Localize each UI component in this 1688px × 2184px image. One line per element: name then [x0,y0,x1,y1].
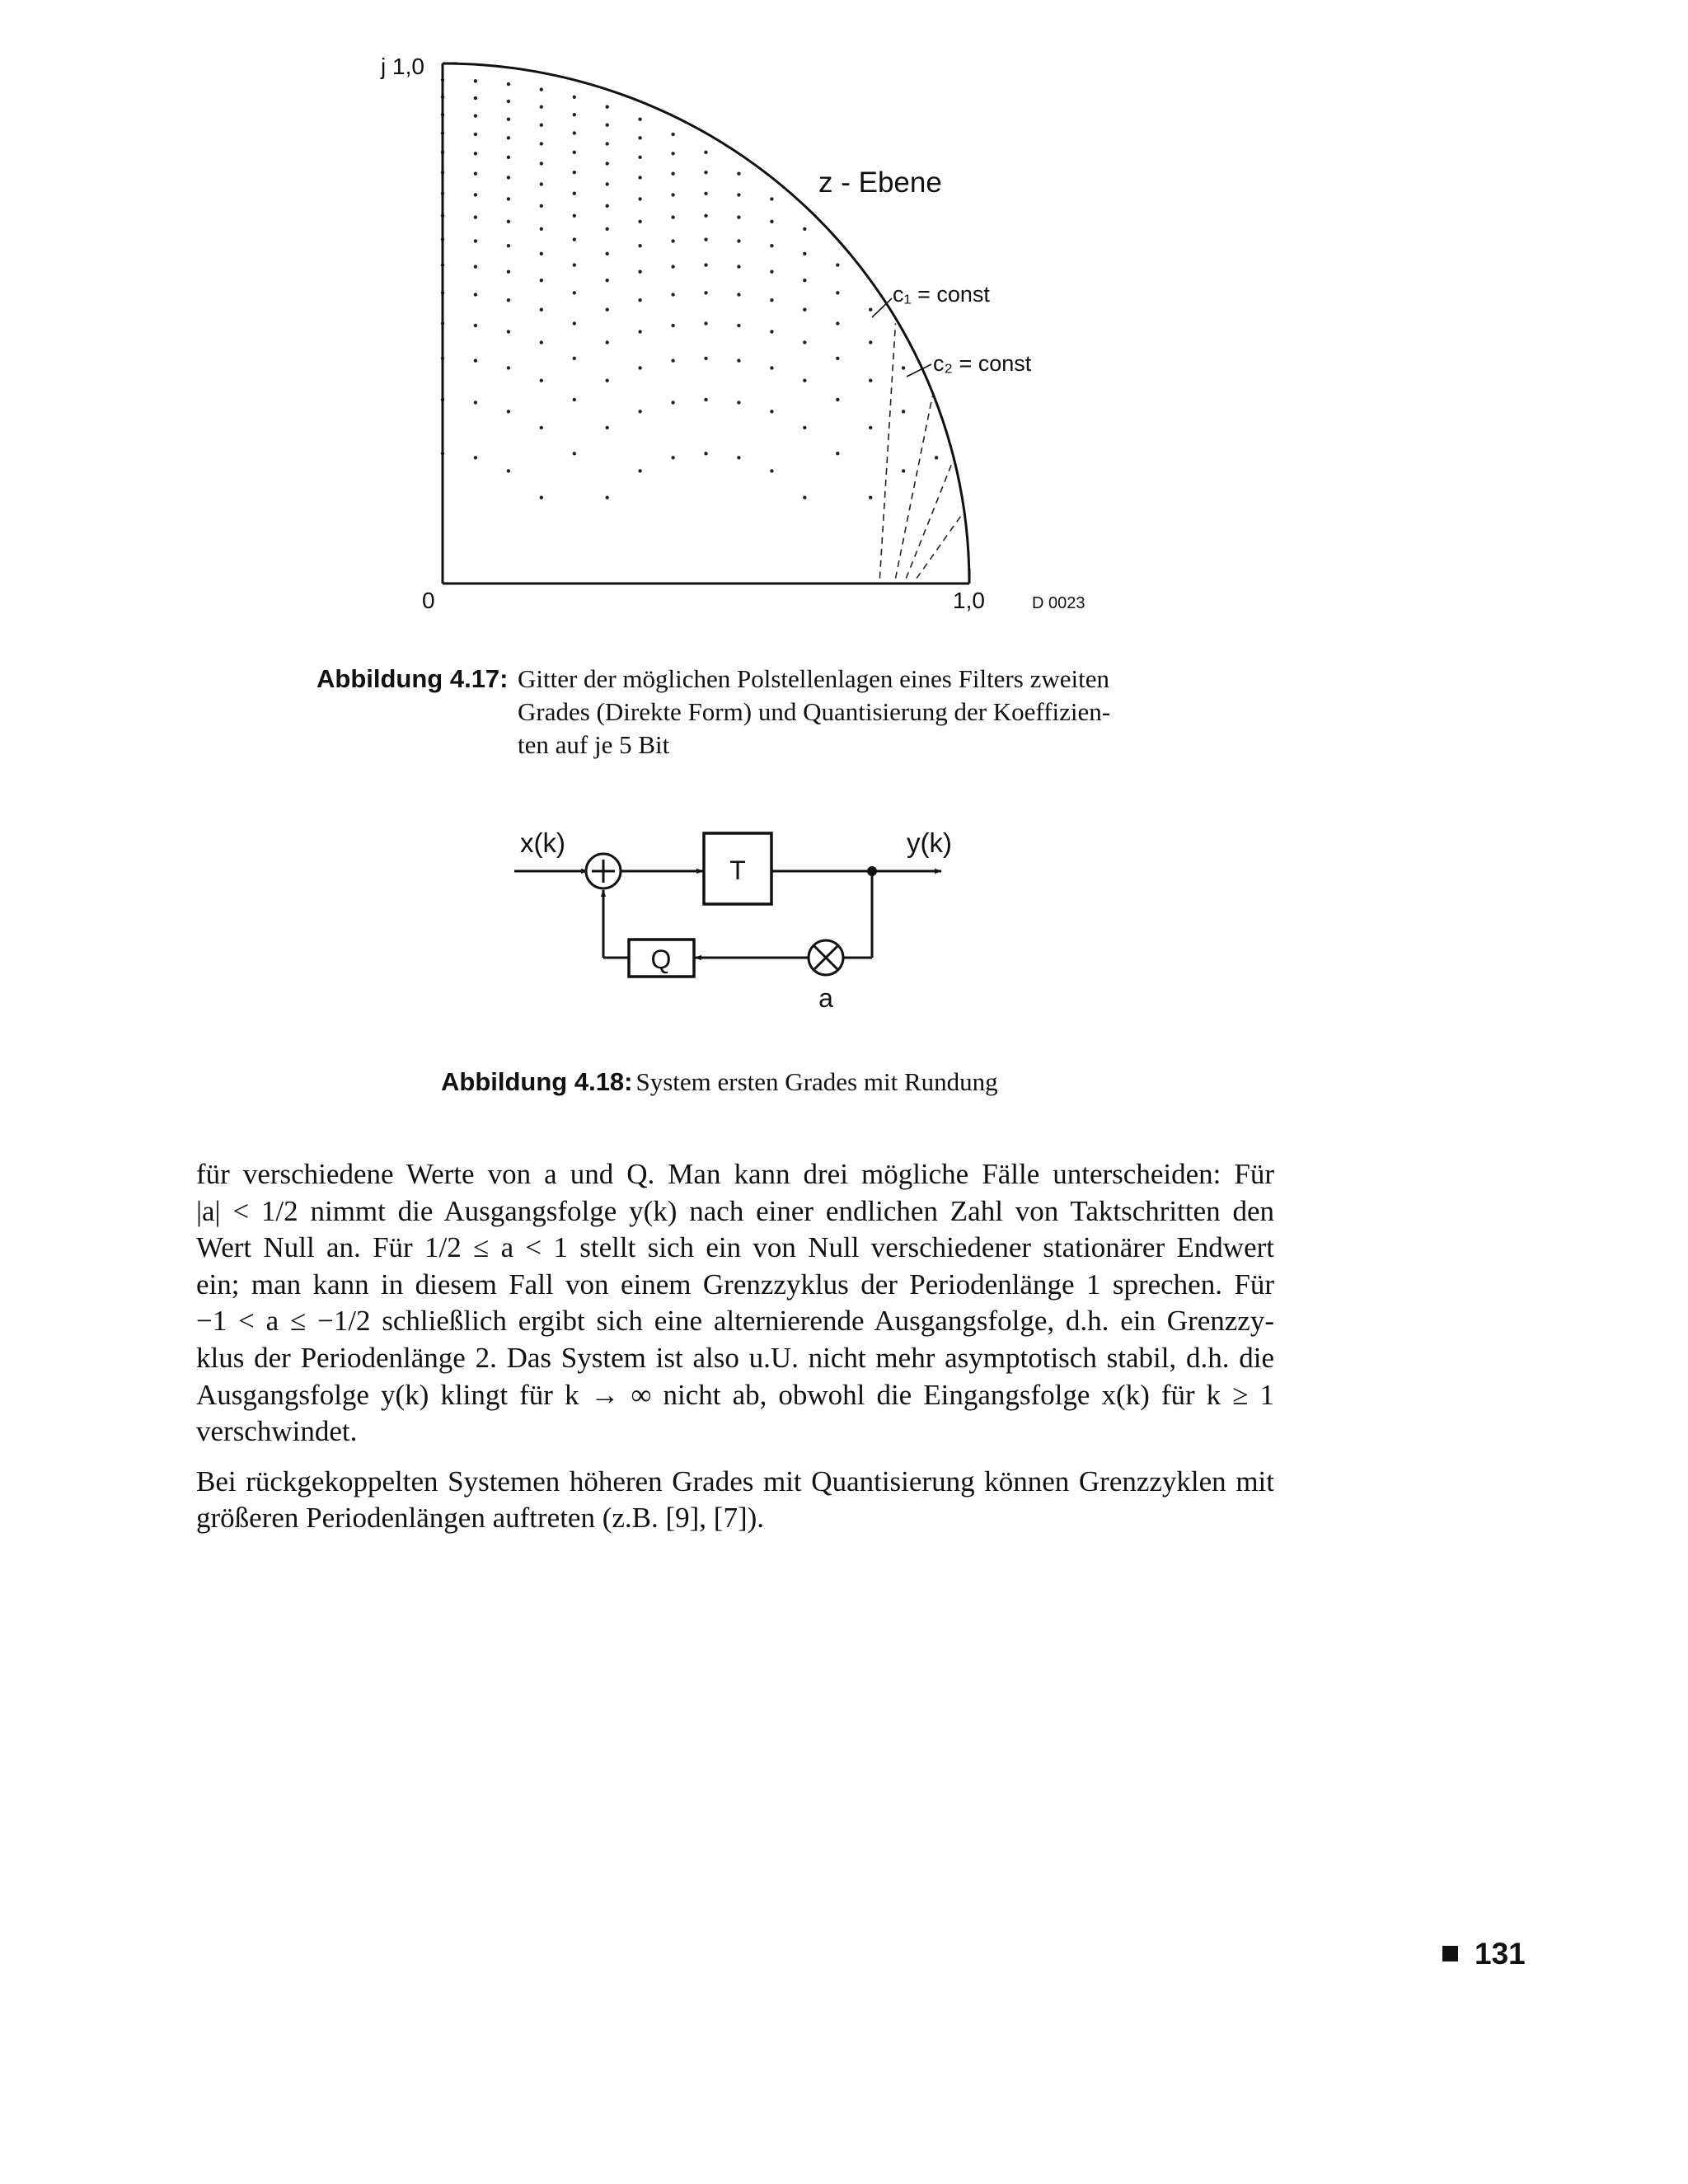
pole-grid-dot [474,401,477,404]
pole-grid-dot [803,496,806,499]
pole-grid-dot [474,359,477,362]
pole-grid-dot [638,366,641,369]
y-axis-label: j 1,0 [381,54,424,79]
pole-grid-dot [869,308,872,312]
pole-grid-dot [704,214,707,218]
pole-grid-dot [606,426,609,429]
pole-grid-dot [540,496,543,499]
pole-grid-dot [606,182,609,185]
pole-grid-dot [474,456,477,459]
pole-grid-dot [573,214,576,218]
pole-grid-dot [770,244,773,247]
pole-grid-dot [540,124,543,127]
pole-grid-dot [671,359,674,362]
figure-4-18-caption-text: System ersten Grades mit Rundung [635,1067,998,1096]
text-line: Ausgangsfolge y(k) klingt für k → ∞ nicht ab, obwohl die Eingangsfolge x(k) für k ≥ 1 [196,1378,1274,1411]
constant-coefficient-curve [896,396,933,579]
figure-4-18-caption-label: Abbildung 4.18: [441,1067,633,1096]
pole-grid-dot [671,456,674,459]
pole-grid-dot [606,124,609,127]
pole-grid-dot [474,152,477,155]
pole-grid-dot [507,197,510,200]
pole-grid-dot [638,270,641,274]
pole-grid-dot [737,324,740,327]
pole-grid-dot [902,469,905,472]
pole-grid-dot [573,192,576,195]
pole-grid-dot [704,321,707,325]
constant-coefficient-curve [917,512,964,579]
quantizer-block-label: Q [650,944,672,974]
text-line: größeren Periodenlängen auftreten (z.B. [9], [7]). [196,1502,765,1535]
pole-grid-dot [474,172,477,176]
pole-grid-dot [671,215,674,218]
pole-grid-dot [507,176,510,179]
pole-grid-dot [803,379,806,382]
c1-const-label: c₁ = const [893,282,990,307]
pole-grid-dot [540,162,543,165]
pole-grid-dot [770,298,773,302]
origin-label: 0 [422,588,435,613]
pole-grid-dot [573,96,576,99]
caption-line: ten auf je 5 Bit [518,730,670,759]
pole-grid-dot [869,496,872,499]
x-axis-label: 1,0 [953,588,985,613]
pole-grid-dot [474,96,477,100]
pole-grid-dot [606,142,609,145]
pole-grid-dot [671,133,674,136]
pole-grid-dot [606,340,609,344]
pole-grid-dot [770,220,773,223]
pole-grid-dot [540,204,543,208]
pole-grid-dot [638,176,641,179]
c2-leader-line [907,364,931,377]
first-order-system-diagram [0,808,1688,1030]
text-line: verschwindet. [196,1415,358,1448]
pole-grid-dot [507,469,510,472]
pole-grid-dot [606,496,609,499]
pole-grid-dot [573,398,576,401]
pole-grid-dot [540,142,543,145]
pole-grid-dot [671,172,674,176]
pole-grid-dot [836,321,839,325]
pole-grid-dot [507,82,510,86]
pole-grid-dot [573,291,576,294]
pole-grid-dot [573,151,576,154]
input-label: x(k) [520,827,565,858]
pole-grid-dot [474,193,477,196]
pole-grid-dot [606,379,609,382]
pole-grid-dot [836,357,839,360]
pole-grid-dot [573,237,576,241]
text-line: ein; man kann in diesem Fall von einem Grenzzyklus der Periodenlänge 1 sprechen. Für [196,1268,1274,1301]
pole-grid-dot [474,215,477,218]
pole-grid-dot [606,204,609,208]
pole-grid-dot [638,469,641,472]
pole-grid-dot [573,357,576,360]
pole-grid-dot [606,105,609,109]
pole-grid-dot [836,291,839,294]
pole-grid-dot [540,308,543,312]
pole-grid-dot [704,357,707,360]
pole-grid-dot [507,366,510,369]
pole-grid-dot [540,379,543,382]
plane-label: z - Ebene [818,166,942,199]
pole-grid-dot [507,156,510,159]
text-line: klus der Periodenlänge 2. Das System ist also u.U. nicht mehr asymptotisch stabil, d.h. die [196,1341,1274,1374]
page-number [1442,1937,1526,1971]
pole-grid-dot [638,156,641,159]
pole-grid-dot [474,265,477,268]
pole-grid-dot [606,279,609,282]
pole-grid-dot [606,252,609,255]
c2-const-label: c₂ = const [933,351,1032,376]
pole-grid-dot [638,197,641,200]
pole-grid-dot [836,263,839,266]
pole-grid-dot [638,136,641,139]
pole-grid-dot [737,239,740,242]
caption-line: Gitter der möglichen Polstellenlagen eines Filters zweiten [518,664,1109,693]
pole-grid-dot [540,252,543,255]
pole-grid-figure [0,0,1688,643]
caption-line: Grades (Direkte Form) und Quantisierung der Koeffizien- [518,697,1111,726]
pole-grid-dot [803,279,806,282]
text-line: −1 < a ≤ −1/2 schließlich ergibt sich eine alternierende Ausgangsfolge, d.h. ein Grenzzy- [196,1305,1274,1338]
pole-grid-dot [770,270,773,274]
pole-grid-dot [704,452,707,455]
pole-grid-dot [573,321,576,325]
text-line: Wert Null an. Für 1/2 ≤ a < 1 stellt sich ein von Null verschiedener stationärer Endwert [196,1231,1274,1264]
drawing-code: D 0023 [1032,594,1085,612]
pole-grid-dot [638,410,641,413]
pole-grid-dot [507,220,510,223]
pole-grid-dot [704,263,707,266]
pole-grid-dot [704,151,707,154]
delay-block-label: T [729,855,746,885]
pole-grid-dot [671,324,674,327]
pole-grid-dot [606,308,609,312]
pole-grid-dot [540,105,543,109]
pole-grid-dot [803,227,806,231]
pole-grid-dot [606,227,609,231]
pole-grid-dot [540,87,543,91]
pole-grid-dot [540,426,543,429]
pole-grid-dot [474,293,477,296]
text-line: |a| < 1/2 nimmt die Ausgangsfolge y(k) nach einer endlichen Zahl von Taktschritten den [196,1194,1274,1227]
pole-grid-dot [836,398,839,401]
pole-grid-dot [737,456,740,459]
pole-grid-dot [507,270,510,274]
pole-grid-dot [638,298,641,302]
pole-grid-dot [803,252,806,255]
pole-grid-dot [573,113,576,116]
pole-grid-dot [573,171,576,174]
pole-grid-dot [573,452,576,455]
pole-grid-dot [770,366,773,369]
pole-grid-dot [704,192,707,195]
pole-grid-dots [441,78,939,499]
pole-grid-dot [704,398,707,401]
figure-4-17-caption-label: Abbildung 4.17: [316,664,509,693]
pole-grid-dot [671,293,674,296]
pole-grid-dot [671,265,674,268]
pole-grid-dot [606,162,609,165]
pole-grid-dot [737,265,740,268]
pole-grid-dot [671,193,674,196]
pole-grid-dot [540,182,543,185]
pole-grid-dot [737,193,740,196]
body-text [196,1156,1274,1537]
pole-grid-dot [704,171,707,174]
pole-grid-dot [770,469,773,472]
pole-grid-dot [737,359,740,362]
pole-grid-dot [573,263,576,266]
pole-grid-dot [474,324,477,327]
pole-grid-dot [671,239,674,242]
pole-grid-dot [836,452,839,455]
pole-grid-dot [474,79,477,82]
figure-4-18-caption [441,1066,998,1104]
pole-grid-dot [638,220,641,223]
constant-coefficient-curve [906,460,954,579]
page-marker-square [1442,1946,1458,1961]
pole-grid-dot [737,172,740,176]
paragraph-2 [196,1464,1274,1537]
pole-grid-dot [704,291,707,294]
pole-grid-dot [507,330,510,333]
pole-grid-dot [638,244,641,247]
page-number-value: 131 [1475,1937,1526,1971]
pole-grid-dot [507,118,510,121]
pole-grid-dot [474,114,477,117]
pole-grid-dot [573,131,576,134]
pole-grid-dot [638,330,641,333]
pole-grid-dot [902,366,905,369]
pole-grid-dot [507,244,510,247]
pole-grid-dot [869,379,872,382]
pole-grid-dot [737,401,740,404]
text-line: für verschiedene Werte von a und Q. Man kann drei mögliche Fälle unterscheiden: Für [196,1158,1274,1190]
pole-grid-dot [869,340,872,344]
pole-grid-dot [803,340,806,344]
pole-grid-dot [671,152,674,155]
pole-grid-dot [507,410,510,413]
pole-grid-dot [638,118,641,121]
pole-grid-dot [737,215,740,218]
pole-grid-dot [540,227,543,231]
pole-grid-dot [902,410,905,413]
pole-grid-dot [540,340,543,344]
figure-4-17-caption-text [518,663,1160,762]
multiplier-label: a [818,983,833,1013]
constant-coefficient-curve [879,323,895,578]
pole-grid-dot [704,237,707,241]
pole-grid-dot [803,426,806,429]
text-line: Bei rückgekoppelten Systemen höheren Grades mit Quantisierung können Grenzzyklen mit [196,1465,1274,1497]
pole-grid-dot [770,330,773,333]
pole-grid-dot [507,100,510,103]
pole-grid-dot [540,279,543,282]
paragraph-1 [196,1156,1274,1451]
pole-grid-dot [507,298,510,302]
output-label: y(k) [907,827,952,858]
pole-grid-dot [803,308,806,312]
pole-grid-dot [507,136,510,139]
pole-grid-dot [474,133,477,136]
pole-grid-dot [770,410,773,413]
pole-grid-dot [770,197,773,200]
pole-grid-dot [935,456,938,459]
pole-grid-dot [869,426,872,429]
pole-grid-dot [474,239,477,242]
pole-grid-dot [737,293,740,296]
pole-grid-dot [671,401,674,404]
